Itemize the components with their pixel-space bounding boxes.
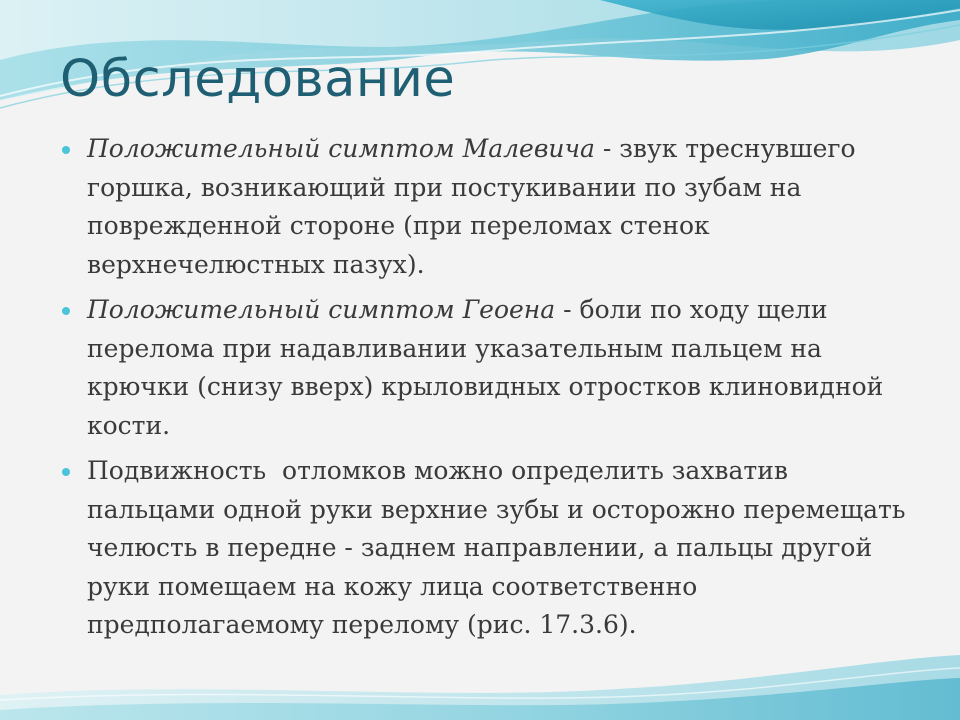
item-text: - боли по ходу щели перелома при надавливании указательным пальцем на крючки (снизу вверх) крыловидных отростков клиновидной кости. bbox=[87, 295, 884, 440]
list-item bbox=[62, 291, 922, 445]
bullet-icon bbox=[62, 307, 70, 315]
list-item bbox=[62, 130, 922, 284]
item-text: - звук треснувшего горшка, возникающий при постукивании по зубам на поврежденной стороне (при переломах стенок верхнечелюстных пазух). bbox=[87, 134, 856, 279]
slide-title: Обследование bbox=[60, 50, 456, 109]
bullet-list bbox=[62, 130, 922, 652]
item-lead: Положительный симптом Малевича bbox=[87, 134, 595, 163]
bullet-icon bbox=[62, 146, 70, 154]
list-item bbox=[62, 452, 922, 645]
bullet-icon bbox=[62, 468, 70, 476]
item-lead: Положительный симптом Геоена bbox=[87, 295, 556, 324]
item-text: Подвижность отломков можно определить захватив пальцами одной руки верхние зубы и осторожно перемещать челюсть в передне - заднем направлении, а пальцы другой руки помещаем на кожу лица соответственно предполагаемому перелому (рис. 17.3.6). bbox=[87, 456, 914, 639]
